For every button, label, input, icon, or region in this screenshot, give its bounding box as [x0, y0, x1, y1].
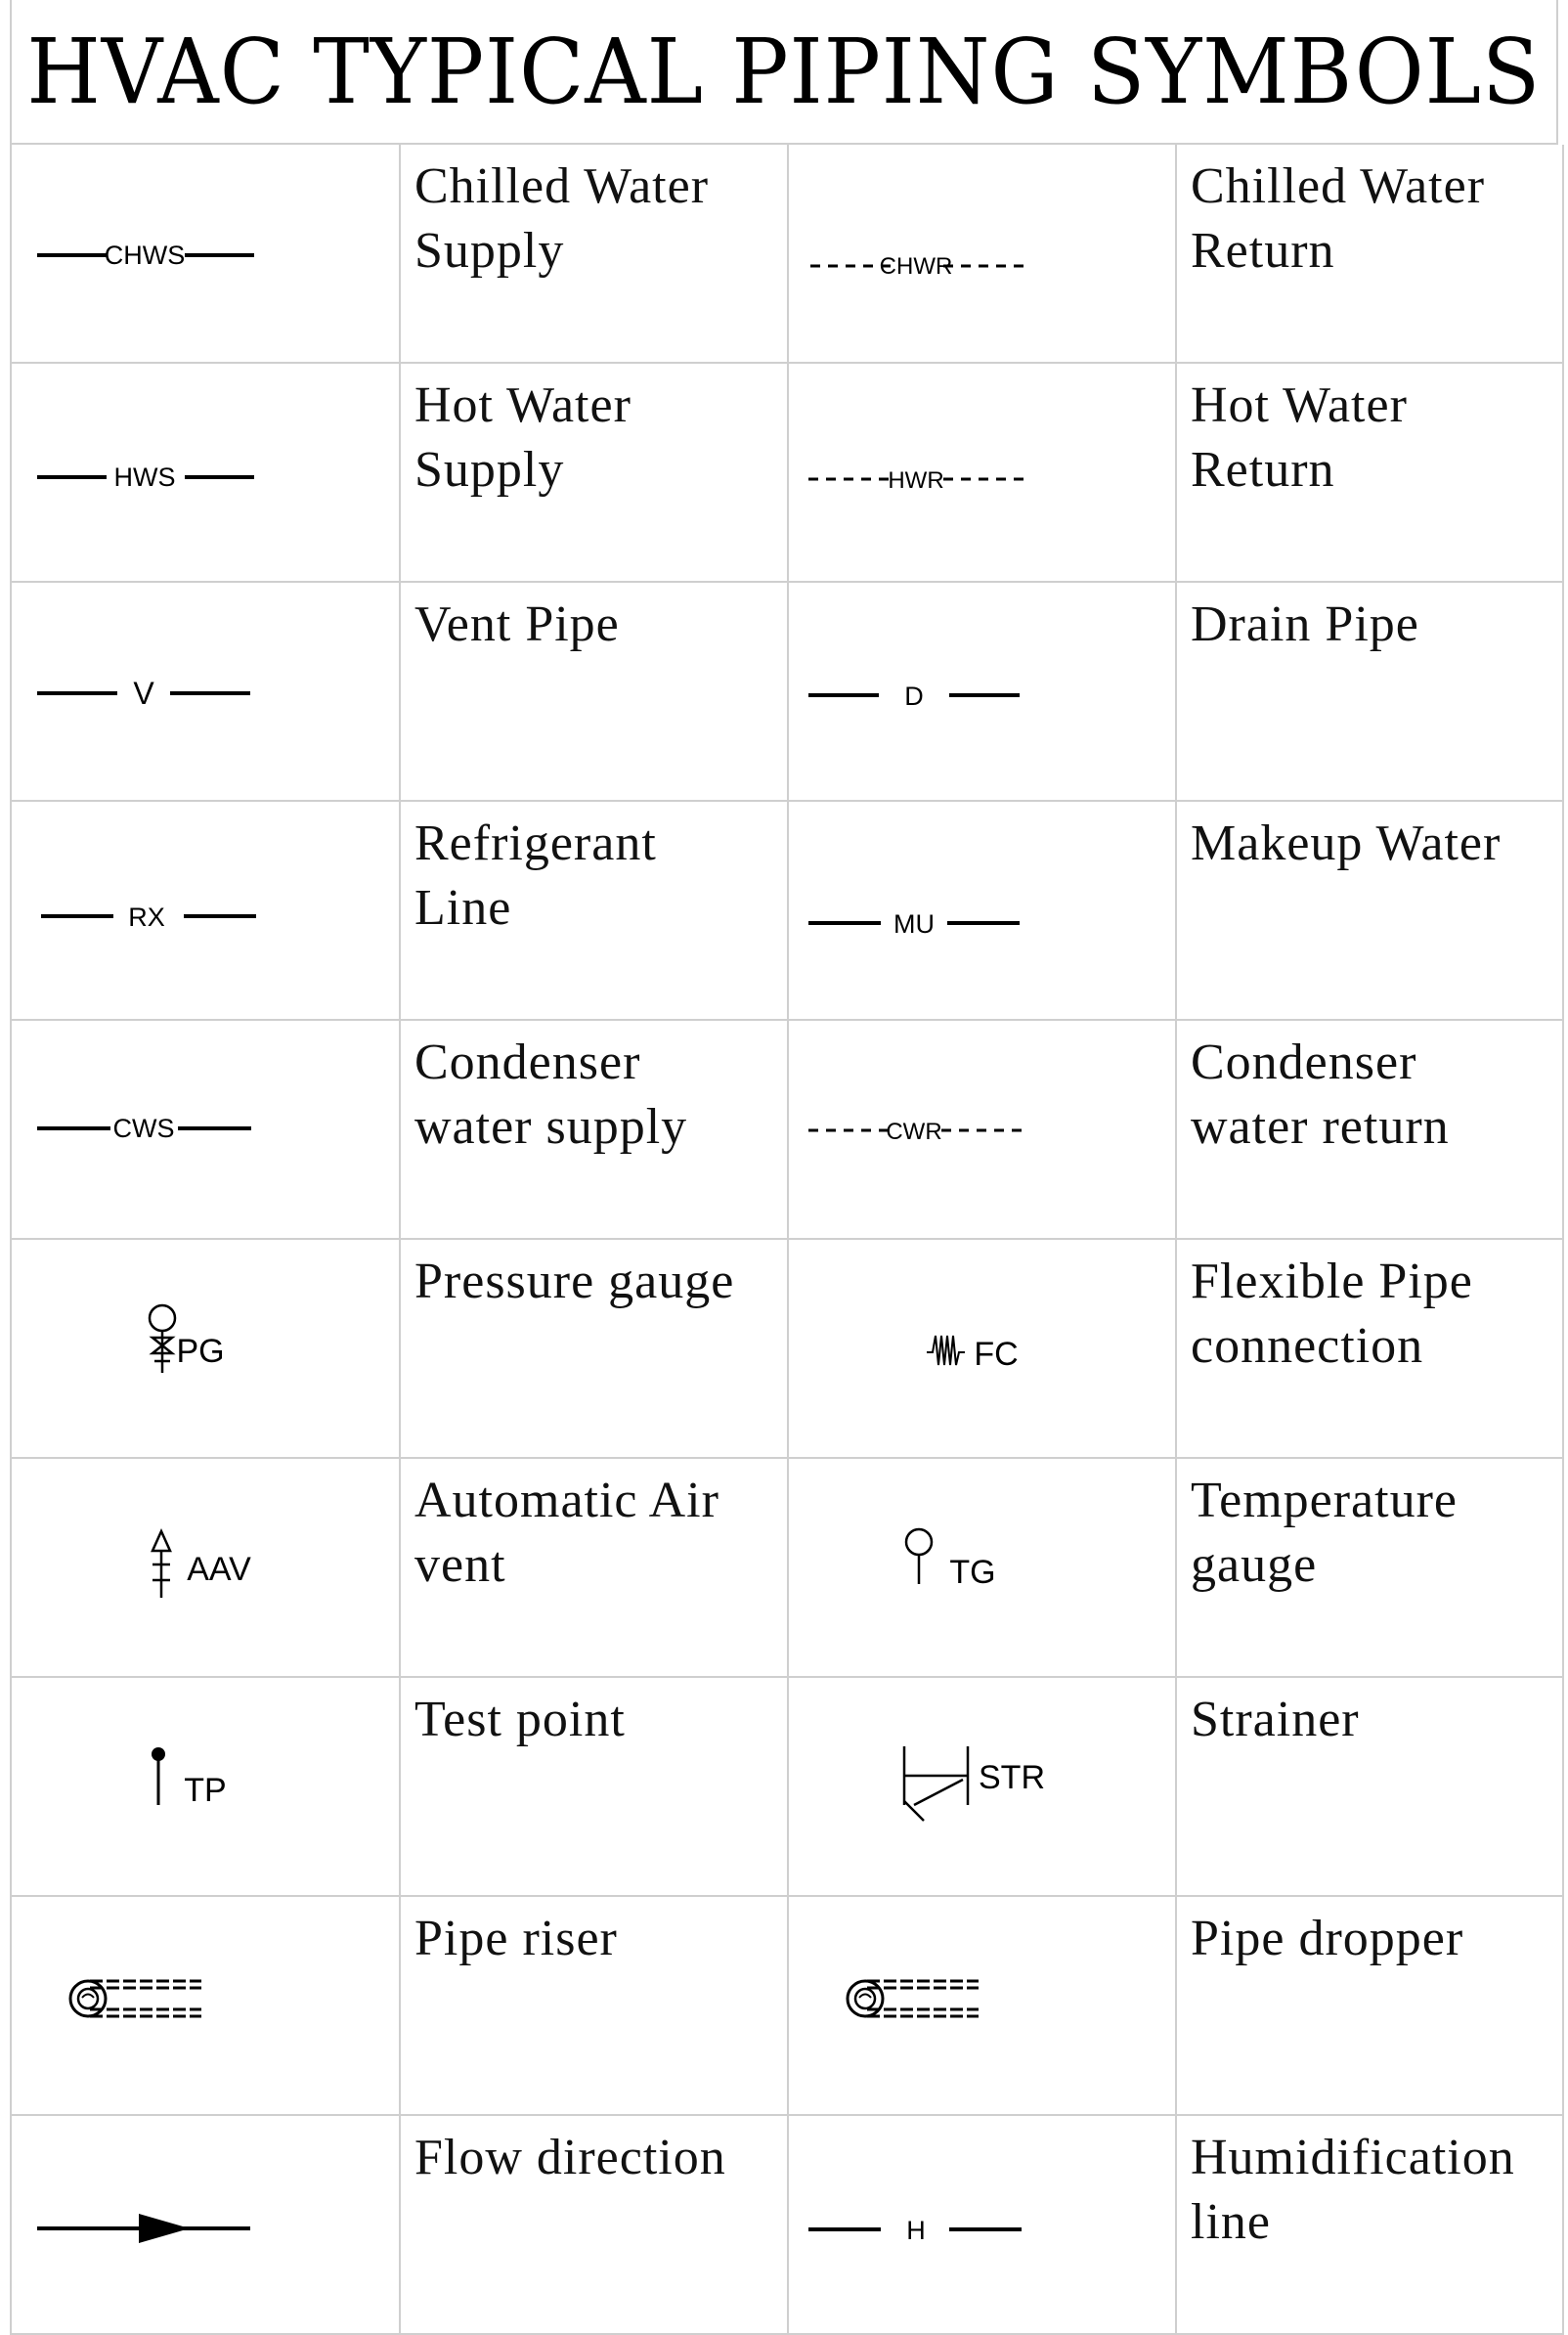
- symbol-code: TG: [949, 1554, 996, 1591]
- dashed-line-symbol: [789, 364, 1174, 581]
- symbol-cell-hwr: [789, 364, 1177, 583]
- solid-line-symbol: [12, 802, 397, 1019]
- symbol-code: TP: [184, 1772, 227, 1809]
- temperature-gauge-icon: [789, 1459, 1174, 1676]
- symbol-code: CHWR: [879, 253, 953, 280]
- symbol-cell-tp: [12, 1678, 401, 1897]
- symbol-code: CWR: [886, 1119, 942, 1145]
- solid-line-symbol: [789, 583, 1174, 800]
- symbol-code: CWS: [112, 1114, 175, 1143]
- label-hot-water-supply: Hot Water Supply: [414, 377, 632, 498]
- flexible-connection-icon: [789, 1240, 1174, 1457]
- symbol-cell-flow: [12, 2116, 401, 2335]
- label-strainer: Strainer: [1191, 1692, 1360, 1747]
- symbol-cell-chwr: [789, 145, 1177, 364]
- strainer-icon: [789, 1678, 1174, 1895]
- label-condenser-water-supply: Condenser water supply: [414, 1035, 688, 1155]
- flow-arrow-icon: [12, 2116, 397, 2333]
- label-pressure-gauge: Pressure gauge: [414, 1254, 735, 1309]
- solid-line-symbol: [12, 145, 397, 362]
- dashed-line-symbol: [789, 1021, 1174, 1238]
- symbol-cell-fc: [789, 1240, 1177, 1459]
- symbol-cell-hws: [12, 364, 401, 583]
- symbol-table: [10, 145, 1562, 2335]
- symbol-cell-cws: [12, 1021, 401, 1240]
- symbol-cell-chws: [12, 145, 401, 364]
- dashed-line-symbol: [789, 145, 1174, 362]
- symbol-code: H: [906, 2216, 926, 2245]
- label-flexible-pipe-connection: Flexible Pipe connection: [1191, 1254, 1473, 1374]
- solid-line-symbol: [789, 2116, 1174, 2333]
- label-drain-pipe: Drain Pipe: [1191, 596, 1419, 652]
- symbol-cell-aav: [12, 1459, 401, 1678]
- label-chilled-water-return: Chilled Water Return: [1191, 158, 1486, 279]
- label-pipe-riser: Pipe riser: [414, 1911, 618, 1966]
- label-refrigerant-line: Refrigerant Line: [414, 815, 657, 936]
- pipe-riser-icon: [12, 1897, 397, 2114]
- test-point-icon: [12, 1678, 397, 1895]
- symbol-code: HWR: [888, 467, 944, 494]
- label-flow-direction: Flow direction: [414, 2130, 726, 2185]
- label-vent-pipe: Vent Pipe: [414, 596, 620, 652]
- symbol-code: PG: [176, 1333, 225, 1370]
- symbol-cell-riser: [12, 1897, 401, 2116]
- symbol-cell-str: [789, 1678, 1177, 1897]
- symbol-code: AAV: [187, 1551, 251, 1588]
- pipe-dropper-icon: [789, 1897, 1174, 2114]
- symbol-code: CHWS: [104, 241, 186, 270]
- label-automatic-air-vent: Automatic Air vent: [414, 1473, 719, 1593]
- pressure-gauge-icon: [12, 1240, 397, 1457]
- label-pipe-dropper: Pipe dropper: [1191, 1911, 1464, 1966]
- symbol-cell-v: [12, 583, 401, 802]
- label-humidification-line: Humidification line: [1191, 2130, 1515, 2250]
- symbol-cell-rx: [12, 802, 401, 1021]
- solid-line-symbol: [12, 364, 397, 581]
- symbol-code: MU: [893, 909, 935, 939]
- symbol-cell-h: [789, 2116, 1177, 2335]
- symbol-code: HWS: [113, 463, 176, 492]
- label-condenser-water-return: Condenser water return: [1191, 1035, 1450, 1155]
- label-temperature-gauge: Temperature gauge: [1191, 1473, 1458, 1593]
- symbol-code: FC: [974, 1336, 1019, 1373]
- label-test-point: Test point: [414, 1692, 626, 1747]
- solid-line-symbol: [12, 1021, 397, 1238]
- symbol-cell-d: [789, 583, 1177, 802]
- label-makeup-water: Makeup Water: [1191, 815, 1502, 871]
- symbol-cell-tg: [789, 1459, 1177, 1678]
- symbol-code: RX: [128, 903, 165, 932]
- symbol-cell-pg: [12, 1240, 401, 1459]
- page-title: HVAC TYPICAL PIPING SYMBOLS: [26, 19, 1542, 124]
- symbol-cell-cwr: [789, 1021, 1177, 1240]
- label-hot-water-return: Hot Water Return: [1191, 377, 1408, 498]
- solid-line-symbol: [12, 583, 397, 800]
- symbol-cell-dropper: [789, 1897, 1177, 2116]
- solid-line-symbol: [789, 802, 1174, 1019]
- symbol-code: V: [133, 676, 154, 711]
- symbol-code: STR: [979, 1759, 1045, 1796]
- air-vent-icon: [12, 1459, 397, 1676]
- symbol-code: D: [904, 682, 924, 711]
- title-box: [10, 0, 1558, 145]
- label-chilled-water-supply: Chilled Water Supply: [414, 158, 710, 279]
- symbol-cell-mu: [789, 802, 1177, 1021]
